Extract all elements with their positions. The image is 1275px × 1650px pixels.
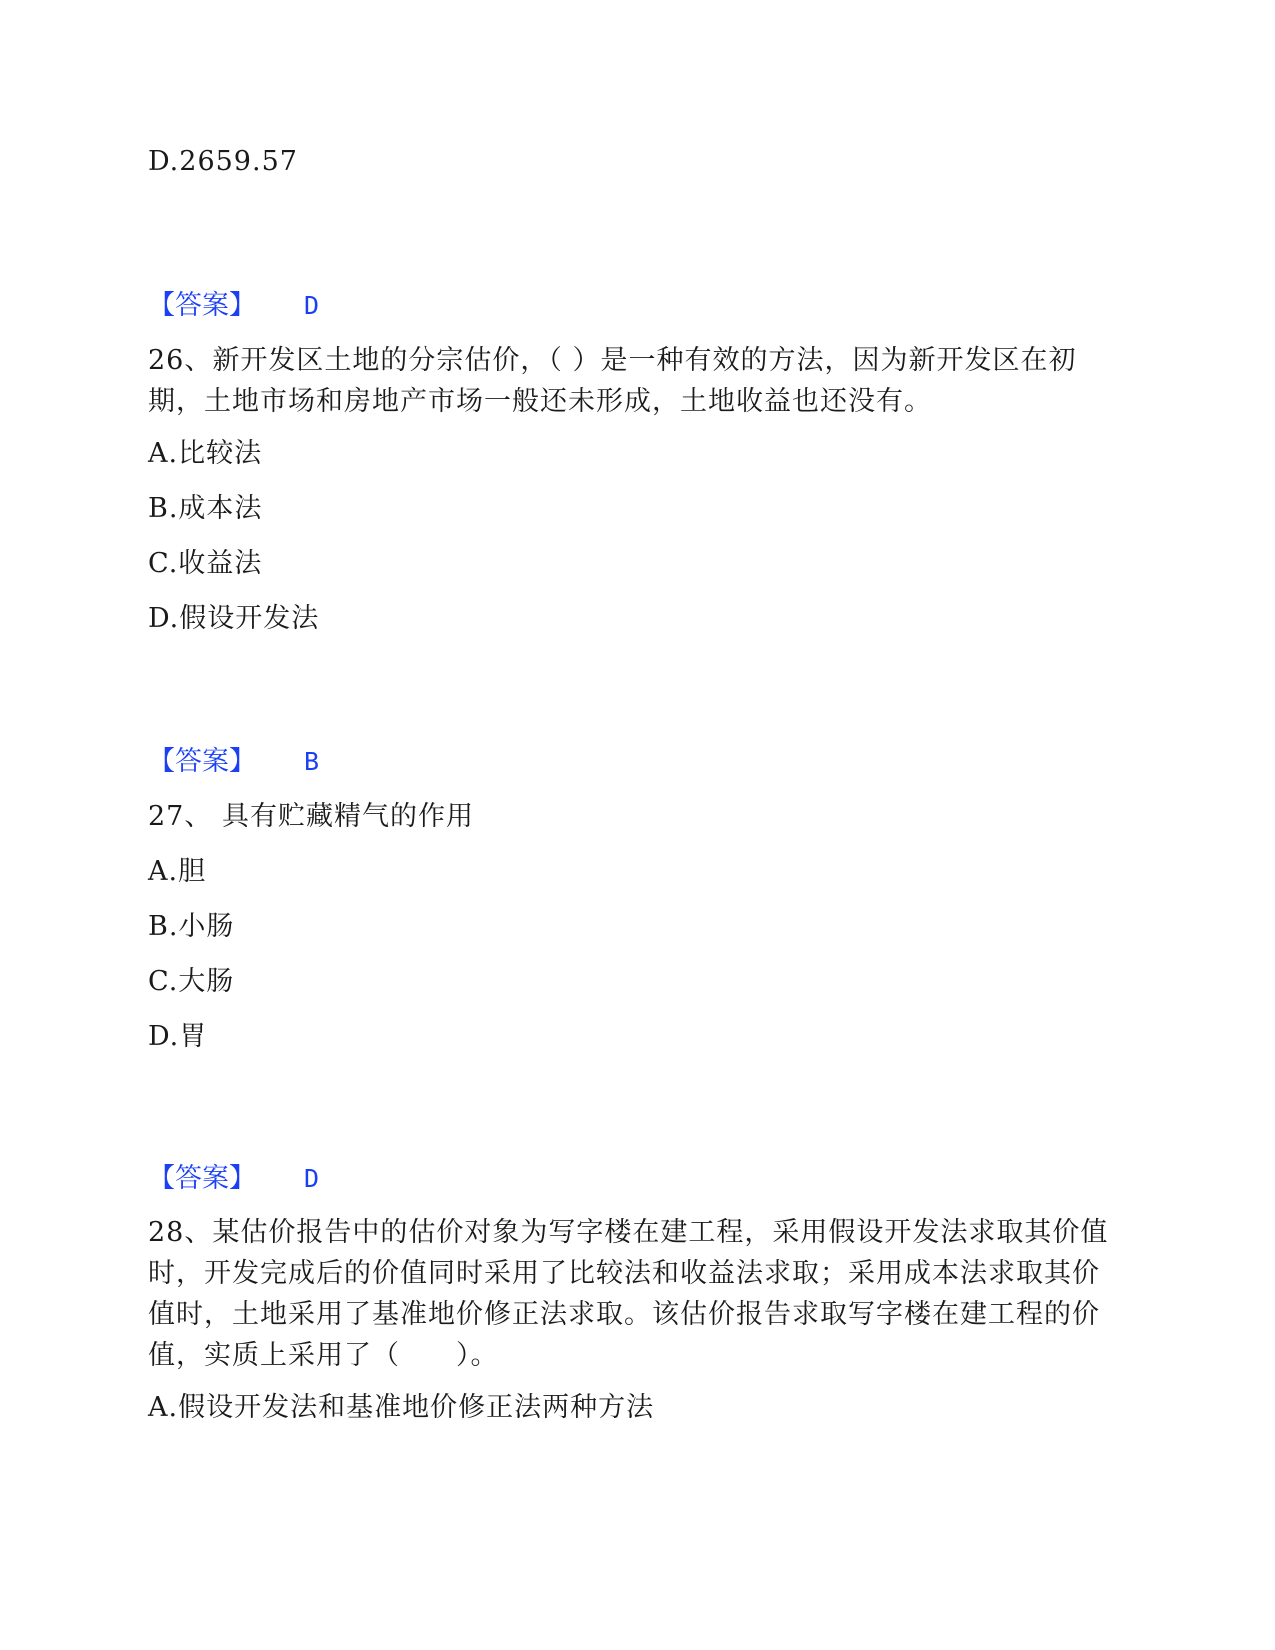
answer-value: D <box>304 1164 320 1193</box>
answer-label: 【答案】 <box>148 746 256 777</box>
q27-option-b: B.小肠 <box>148 911 235 942</box>
q26-option-d: D.假设开发法 <box>148 603 320 634</box>
answer-26 <box>148 742 319 782</box>
answer-value: D <box>304 291 320 320</box>
answer-value: B <box>304 747 320 776</box>
q27-option-c: C.大肠 <box>148 966 235 997</box>
q28-option-a: A.假设开发法和基准地价修正法两种方法 <box>148 1392 655 1423</box>
answer-25 <box>148 286 319 326</box>
answer-label: 【答案】 <box>148 290 256 321</box>
q27-stem: 27、 具有贮藏精气的作用 <box>148 801 474 832</box>
q25-option-d: D.2659.57 <box>148 146 298 177</box>
q26-option-c: C.收益法 <box>148 548 263 579</box>
q26-stem: 26、新开发区土地的分宗估价，（ ）是一种有效的方法，因为新开发区在初期，土地市场和房地产市场一般还未形成，土地收益也还没有。 <box>148 345 1077 417</box>
answer-label: 【答案】 <box>148 1163 256 1194</box>
answer-27 <box>148 1159 319 1199</box>
q28-stem: 28、某估价报告中的估价对象为写字楼在建工程，采用假设开发法求取其价值时，开发完成后的价值同时采用了比较法和收益法求取；采用成本法求取其价值时，土地采用了基准地价修正法求取。该估价报告求取写字楼在建工程的价值，实质上采用了（ ）。 <box>148 1217 1109 1371</box>
q27-option-d: D.胃 <box>148 1021 208 1052</box>
q26-option-a: A.比较法 <box>148 438 263 469</box>
q26-option-b: B.成本法 <box>148 493 263 524</box>
q27-option-a: A.胆 <box>148 856 207 887</box>
